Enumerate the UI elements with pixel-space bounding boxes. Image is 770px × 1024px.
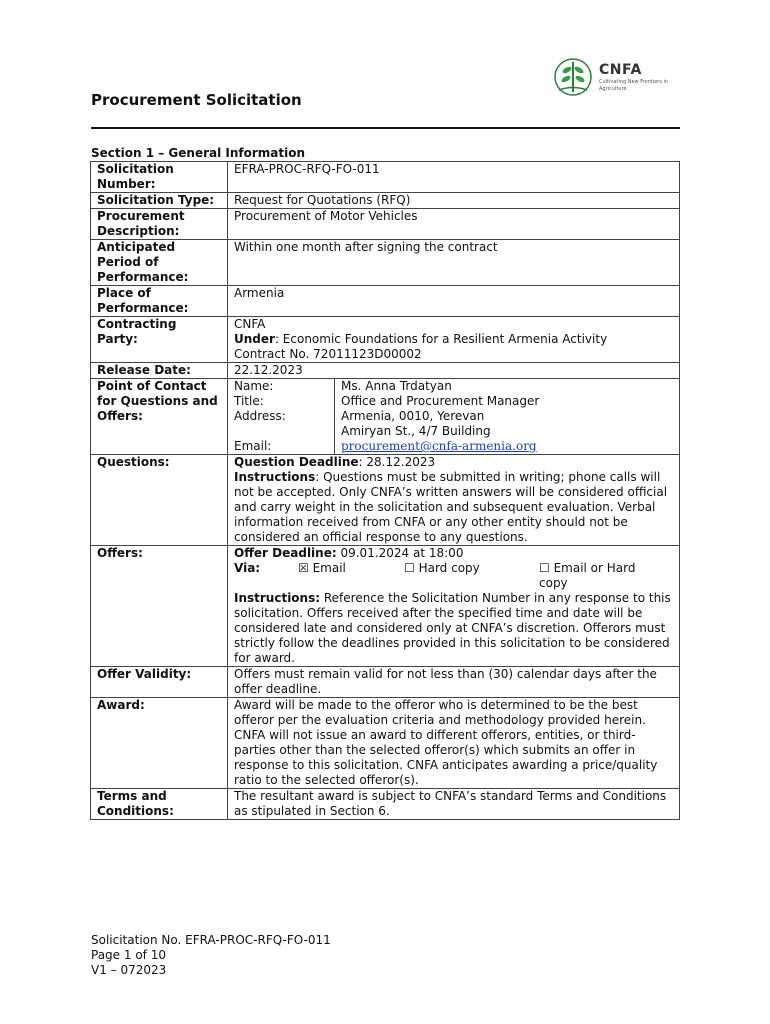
party-name: CNFA xyxy=(234,317,266,331)
deadline-label: Offer Deadline: xyxy=(234,546,337,560)
under-label: Under xyxy=(234,332,275,346)
offer-deadline xyxy=(234,546,673,561)
footer-page-number: Page 1 of 10 xyxy=(91,948,166,962)
contact-value xyxy=(335,439,680,454)
instructions-text: : Questions must be submitted in writing; phone calls will not be accepted. Only CNFA’s written answers will be considered official and carry weight in the solicitation and subsequent evaluation. Verbal information received from CNFA or any other entity should not be considered an official response to any questions. xyxy=(234,470,668,544)
via-options xyxy=(234,561,673,591)
contact-value: Ms. Anna Trdatyan xyxy=(341,379,452,393)
page-title: Procurement Solicitation xyxy=(91,91,302,109)
row-contracting-party xyxy=(91,317,680,363)
row-terms-and-conditions xyxy=(91,789,680,820)
footer-version: V1 – 072023 xyxy=(91,963,167,977)
page-footer xyxy=(91,933,331,978)
row-value xyxy=(228,317,680,363)
row-value xyxy=(228,546,680,667)
contact-key: Title: xyxy=(228,394,335,409)
address-line: Armenia, 0010, Yerevan xyxy=(341,409,485,423)
row-label: Offer Validity: xyxy=(91,667,228,698)
party-under xyxy=(234,332,673,347)
row-offers xyxy=(91,546,680,667)
deadline-value: : 28.12.2023 xyxy=(358,455,436,469)
row-place-of-performance xyxy=(91,286,680,317)
row-value: Award will be made to the offeror who is determined to be the best offeror per the evaluation criteria and methodology provided herein. CNFA will not issue an award to different offerors, entities, or third-parties other than the selected offeror(s) which submits an offer in response to this solicitation. CNFA anticipates awarding a price/quality ratio to the selected offeror(s). xyxy=(228,698,680,789)
row-value: 22.12.2023 xyxy=(228,363,680,379)
row-point-of-contact xyxy=(91,379,680,455)
row-offer-validity xyxy=(91,667,680,698)
instructions-label: Instructions: xyxy=(234,591,321,605)
row-label: Anticipated Period of Performance: xyxy=(91,240,228,286)
contract-number: Contract No. 72011123D00002 xyxy=(234,347,422,361)
general-info-table xyxy=(90,161,680,820)
instructions-label: Instructions xyxy=(234,470,316,484)
row-label: Terms and Conditions: xyxy=(91,789,228,820)
logo-name: CNFA xyxy=(599,62,642,78)
row-value: The resultant award is subject to CNFA’s standard Terms and Conditions as stipulated in Section 6. xyxy=(228,789,680,820)
address-line: Amiryan St., 4/7 Building xyxy=(341,424,491,438)
row-label: Procurement Description: xyxy=(91,209,228,240)
row-solicitation-type xyxy=(91,193,680,209)
title-divider xyxy=(91,127,680,129)
instructions-text: Reference the Solicitation Number in any response to this solicitation. Offers received after the specified time and date will be considered late and considered only at CNFA’s discretion. Offerors must strictly follow the deadlines provided in this solicitation to be considered for award. xyxy=(234,591,671,665)
via-label: Via: xyxy=(234,561,261,575)
deadline-value: 09.01.2024 at 18:00 xyxy=(336,546,464,560)
row-label: Contracting Party: xyxy=(91,317,228,363)
contact-key: Name: xyxy=(228,379,335,394)
row-award xyxy=(91,698,680,789)
contact-value: Office and Procurement Manager xyxy=(341,394,540,408)
row-label: Point of Contact for Questions and Offers: xyxy=(91,379,228,455)
row-value: Within one month after signing the contract xyxy=(228,240,680,286)
row-label: Release Date: xyxy=(91,363,228,379)
row-label: Place of Performance: xyxy=(91,286,228,317)
row-label: Solicitation Number: xyxy=(91,162,228,193)
row-value xyxy=(228,379,680,455)
via-hard-copy-checkbox[interactable]: ☐ Hard copy xyxy=(404,561,480,575)
under-text: : Economic Foundations for a Resilient Armenia Activity xyxy=(274,332,608,346)
deadline-label: Question Deadline xyxy=(234,455,359,469)
row-label: Award: xyxy=(91,698,228,789)
row-period-of-performance xyxy=(91,240,680,286)
row-label: Questions: xyxy=(91,455,228,546)
via-email-or-hard-copy-checkbox[interactable]: ☐ Email or Hard copy xyxy=(539,561,636,590)
row-questions xyxy=(91,455,680,546)
question-instructions xyxy=(234,470,673,545)
contact-key: Email: xyxy=(228,439,335,454)
section-title: Section 1 – General Information xyxy=(91,146,306,160)
row-value: Offers must remain valid for not less than (30) calendar days after the offer deadline. xyxy=(228,667,680,698)
row-solicitation-number xyxy=(91,162,680,193)
row-procurement-description xyxy=(91,209,680,240)
contact-value xyxy=(335,409,680,439)
contact-table xyxy=(228,379,679,454)
row-value: Request for Quotations (RFQ) xyxy=(228,193,680,209)
row-value: Procurement of Motor Vehicles xyxy=(228,209,680,240)
row-value xyxy=(228,455,680,546)
question-deadline xyxy=(234,455,673,470)
row-label: Offers: xyxy=(91,546,228,667)
logo-tagline: Cultivating New Frontiers in Agriculture xyxy=(599,79,669,92)
row-value: EFRA-PROC-RFQ-FO-011 xyxy=(228,162,680,193)
email-link[interactable]: procurement@cnfa-armenia.org xyxy=(341,439,537,453)
row-value: Armenia xyxy=(228,286,680,317)
row-label: Solicitation Type: xyxy=(91,193,228,209)
via-email-checkbox[interactable]: ☒ Email xyxy=(298,561,346,575)
contact-key: Address: xyxy=(228,409,335,439)
footer-solicitation-number: Solicitation No. EFRA-PROC-RFQ-FO-011 xyxy=(91,933,331,947)
offer-instructions xyxy=(234,591,673,666)
row-release-date xyxy=(91,363,680,379)
